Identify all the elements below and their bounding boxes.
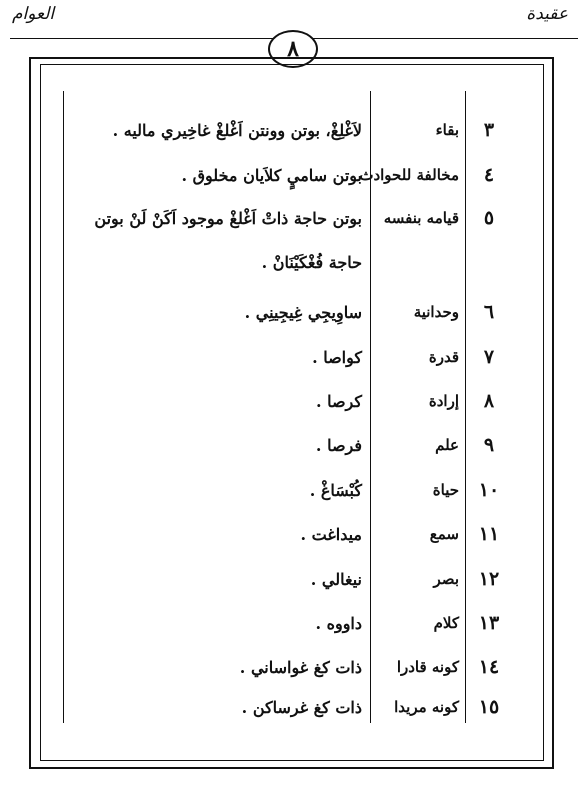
row-number bbox=[465, 242, 513, 282]
attribute-name: إرادة bbox=[428, 392, 459, 410]
row-number: ١٠ bbox=[478, 479, 500, 501]
table-row bbox=[63, 155, 513, 195]
header-title-left: العوام bbox=[12, 4, 55, 24]
table-row bbox=[63, 514, 513, 554]
row-number: ١٢ bbox=[478, 568, 500, 590]
attribute-name bbox=[370, 242, 465, 282]
table-row bbox=[63, 687, 513, 727]
attribute-name: سمع bbox=[429, 525, 459, 543]
attribute-name: حياة bbox=[432, 481, 459, 499]
table-row bbox=[63, 242, 513, 282]
attribute-name: بصر bbox=[433, 570, 459, 588]
attribute-meaning: كُبْسَاغْ . bbox=[309, 480, 362, 500]
attribute-meaning: ساوِيجِي غِيجِينِي . bbox=[244, 302, 362, 322]
row-number: ١٤ bbox=[478, 656, 500, 678]
row-number: ٤ bbox=[483, 164, 495, 186]
attribute-meaning: نيغالي . bbox=[310, 569, 362, 589]
attribute-name: بقاء bbox=[435, 121, 459, 139]
row-number: ٨ bbox=[483, 390, 495, 412]
attribute-name: قيامه بنفسه bbox=[383, 209, 459, 227]
header-title-right: عقيدة bbox=[526, 4, 568, 24]
row-number: ٧ bbox=[483, 346, 495, 368]
attribute-meaning: ذات كغ غرساكن . bbox=[241, 697, 362, 717]
table-row bbox=[63, 470, 513, 510]
table-row bbox=[63, 603, 513, 643]
row-number: ٥ bbox=[483, 207, 495, 229]
table-row bbox=[63, 292, 513, 332]
row-number: ١٥ bbox=[478, 696, 500, 718]
attribute-meaning: لاَغْلِغْ، بوتن وونتن اَغْلغْ غاخِيري ماليه . bbox=[112, 120, 362, 140]
table-row bbox=[63, 110, 513, 150]
row-number: ١٣ bbox=[478, 612, 500, 634]
attribute-meaning: ذات كغ غواساني . bbox=[239, 657, 362, 677]
attribute-meaning: كرصا . bbox=[315, 391, 362, 411]
attribute-meaning: كواصا . bbox=[312, 347, 362, 367]
table-row bbox=[63, 647, 513, 687]
attribute-meaning: فرصا . bbox=[315, 435, 362, 455]
row-number: ٣ bbox=[483, 119, 495, 141]
attribute-meaning: ميداغت . bbox=[300, 524, 362, 544]
attribute-meaning: داووه . bbox=[315, 613, 362, 633]
table-row bbox=[63, 559, 513, 599]
attribute-name: وحدانية bbox=[413, 303, 459, 321]
table-row bbox=[63, 381, 513, 421]
attribute-name: مخالفة للحوادث bbox=[359, 166, 459, 184]
attribute-name: كونه قادرا bbox=[396, 658, 459, 676]
attribute-meaning: بوتن حاجة ذاتْ اَغْلغْ موجود اَكَنْ لَنْ بوتن bbox=[94, 208, 362, 228]
row-number: ٦ bbox=[483, 301, 495, 323]
table-row bbox=[63, 198, 513, 238]
row-number: ٩ bbox=[483, 434, 495, 456]
attribute-name: كونه مريدا bbox=[394, 698, 459, 716]
page-number: ٨ bbox=[287, 36, 299, 62]
table-row bbox=[63, 337, 513, 377]
row-number: ١١ bbox=[478, 523, 500, 545]
attribute-name: كلام bbox=[433, 614, 459, 632]
attribute-name: علم bbox=[435, 436, 459, 454]
attribute-name: قدرة bbox=[428, 348, 459, 366]
attribute-meaning: حاجة فُغْكَيْنَانْ . bbox=[261, 252, 362, 272]
table-row bbox=[63, 425, 513, 465]
attribute-meaning: بوتن ساميٍ كلاَيان مخلوق . bbox=[181, 165, 362, 185]
